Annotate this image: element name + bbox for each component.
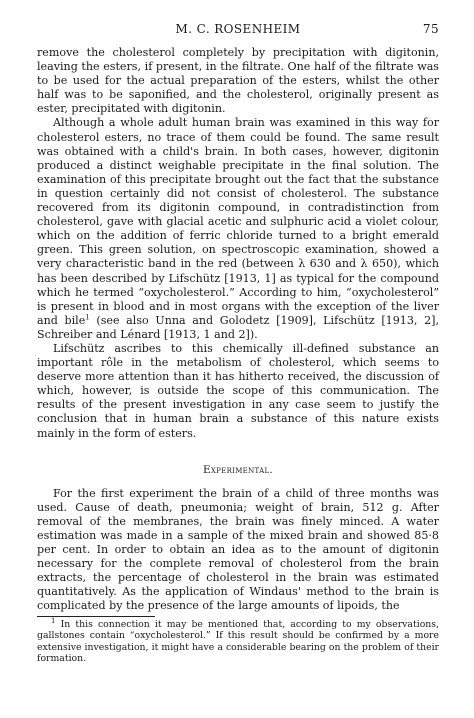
paragraph-2 — [37, 116, 439, 342]
paragraph-2-text: Although a whole adult human brain was examined in this way for cholesterol esters, no trace of them could be found. The same result was obtained with a child's brain. In both cases, however, digitonin produced a distinct weighable precipitate in the final solution. The examination of this precipitate brought out the fact that the substance in question certainly did not consist of cholesterol. The substance recovered from its digitonin compound, in contradistinction from cholesterol, gave with glacial acetic and sulphuric acid a violet colour, which on the addition of ferric chloride turned to a bright emerald green. This green solution, on spectroscopic examination, showed a very characteristic band in the red (between λ 630 and λ 650), which has been described by Lifschütz [1913, 1] as typical for the compound which he termed “oxycholesterol.” According to him, “oxycholesterol” is present in blood and in most organs with the exception of the liver and bile — [37, 116, 439, 327]
footnote-marker: 1 — [51, 616, 56, 625]
footnote — [37, 616, 439, 665]
paragraph-2-tail: (see also Unna and Golodetz [1909], Lifschütz [1913, 2], Schreiber and Lénard [1913, 1 and 2]). — [37, 313, 439, 341]
running-title: M. C. ROSENHEIM — [175, 22, 301, 36]
paragraph-experimental: For the first experiment the brain of a child of three months was used. Cause of death, pneumonia; weight of brain, 512 g. After removal of the membranes, the brain was finely minced. A water estimation was made in a sample of the mixed brain and showed 85·8 per cent. In order to obtain an idea as to the amount of digitonin necessary for the complete removal of cholesterol from the brain extracts, the percentage of cholesterol in the brain was estimated quantitatively. As the application of Windaus' method to the brain is complicated by the presence of the large amounts of lipoids, the — [37, 486, 439, 613]
footnote-reference[interactable]: 1 — [85, 313, 90, 322]
section-heading-experimental: Experimental. — [202, 463, 274, 476]
footnote-text: In this connection it may be mentioned that, according to my observations, gallstones contain “oxycholesterol.” If this result should be confirmed by a more extensive investigation, it might have a considerable bearing on the problem of their formation. — [37, 618, 439, 665]
paragraph-1: remove the cholesterol completely by precipitation with digitonin, leaving the esters, if present, in the filtrate. One half of the filtrate was to be used for the actual preparation of the esters, whilst the other half was to be saponified, and the cholesterol, originally present as ester, precipitated with digitonin. — [37, 46, 439, 116]
page — [37, 22, 439, 665]
page-number: 75 — [422, 22, 439, 36]
running-head — [37, 22, 439, 40]
paragraph-3: Lifschütz ascribes to this chemically ill-defined substance an important rôle in the metabolism of cholesterol, which seems to deserve more attention than it has hitherto received, the discussion of which, however, is outside the scope of this communication. The results of the present investigation in any case seem to justify the conclusion that in human brain a substance of this nature exists mainly in the form of esters. — [37, 341, 439, 440]
body-text — [37, 46, 439, 665]
